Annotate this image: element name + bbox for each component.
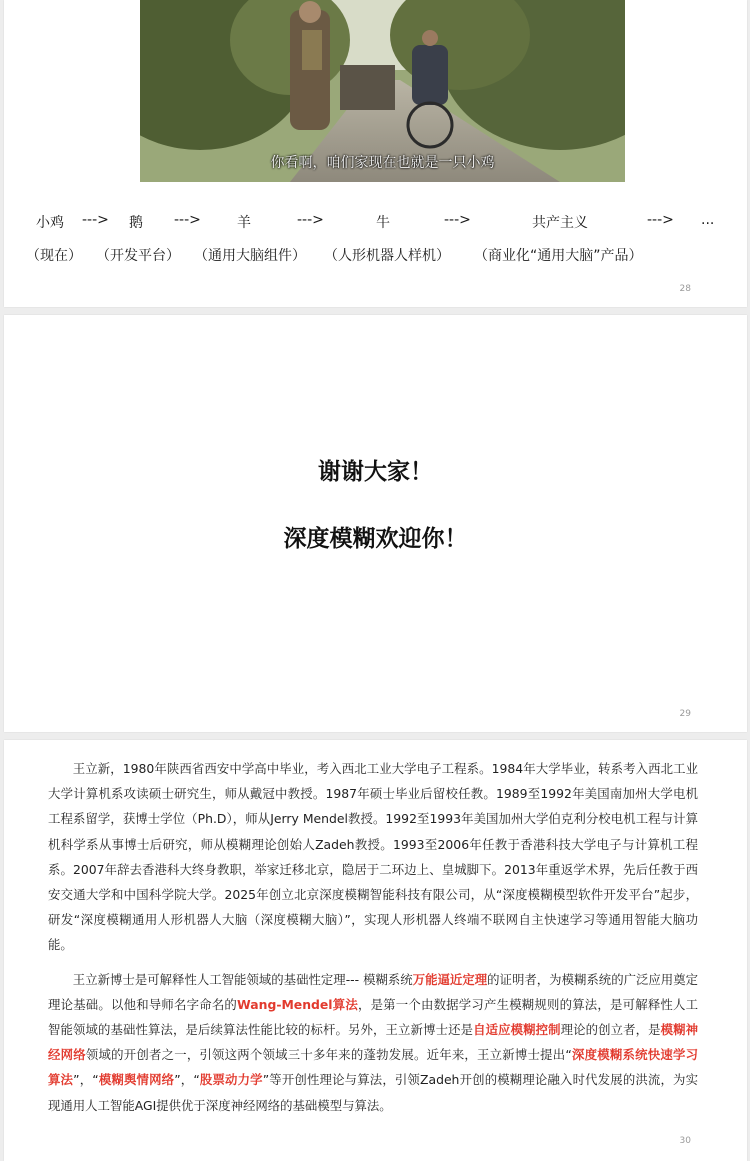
bio-text-run: 的证明者，为模糊系统的广泛应用奠定理论基础。以他和导师名字命名的 [48, 971, 699, 1012]
page-29 [4, 315, 747, 732]
roadmap-stages-row [4, 212, 747, 232]
stage-note: （商业化“通用大脑”产品） [474, 248, 643, 264]
bio-text-run: 理论的创立者，是 [560, 1022, 661, 1038]
arrow: ---> [174, 212, 201, 228]
stage-label: 牛 [376, 215, 390, 231]
page-30 [4, 740, 747, 1161]
movie-still-image [140, 0, 625, 182]
bio-text-run: ”，“ [174, 1072, 200, 1088]
bio-paragraph-1: 王立新，1980年陕西省西安中学高中毕业，考入西北工业大学电子工程系。1984年大学毕业，转系考入西北工业大学计算机系攻读硕士研究生，师从戴冠中教授。1987年硕士毕业后留校任教。1989至1992年美国南加州大学电机工程系留学，获博士学位（Ph.D），师从Jerry Mendel教授。1992至1993年美国加州大学伯克利分校电机工程与计算机科学系从事博士后研究，师从模糊理论创始人Zadeh教授。1993至2006年任教于香港科技大学电子与计算机工程系。2007年辞去香港科大终身教职，举家迁移北京，隐居于二环边上、皇城脚下。2013年重返学术界，先后任教于西安交通大学和中国科学院大学。2025年创立北京深度模糊智能科技有限公司，从“深度模糊模型软件开发平台”起步，研发“深度模糊通用人形机器人大脑（深度模糊大脑）”，实现人形机器人终端不联网自主快速学习等通用智能大脑功能。 [48, 761, 698, 953]
stage-note: （开发平台） [96, 248, 180, 264]
page-number: 29 [679, 709, 691, 719]
arrow: ---> [444, 212, 471, 228]
highlight-term: 模糊神经网络 [48, 1022, 699, 1063]
highlight-term: Wang-Mendel算法 [237, 996, 358, 1012]
bio-text-run: 王立新博士是可解释性人工智能领域的基础性定理--- 模糊系统 [72, 971, 413, 987]
stage-note: （通用大脑组件） [194, 248, 306, 264]
stage-note: （现在） [26, 248, 82, 264]
bio-text-run: 领域的开创者之一，引领这两个领域三十多年来的蓬勃发展。近年来，王立新博士提出“ [85, 1047, 572, 1063]
page-number: 30 [679, 1136, 691, 1146]
highlight-term: 万能逼近定理 [412, 971, 488, 987]
stage-label: 小鸡 [36, 215, 64, 231]
highlight-term: 模糊舆情网络 [98, 1072, 175, 1088]
page-28 [4, 0, 747, 307]
highlight-term: 深度模糊系统快速学习算法 [48, 1047, 699, 1088]
roadmap-notes-row [4, 245, 747, 265]
stage-label: 羊 [237, 215, 251, 231]
welcome-heading: 深度模糊欢迎你！ [283, 526, 468, 552]
thanks-heading: 谢谢大家！ [318, 459, 433, 485]
bio-text-run: ，是第一个由数据学习产生模糊规则的算法，是可解释性人工智能领域的基础性算法，是后续算法性能比较的标杆。另外，王立新博士还是 [48, 996, 699, 1038]
arrow: ---> [647, 212, 674, 228]
video-subtitle: 你看啊，咱们家现在也就是一只小鸡 [270, 155, 495, 171]
arrow: ---> [82, 212, 109, 228]
highlight-term: 股票动力学 [199, 1072, 263, 1088]
page-number: 28 [679, 284, 691, 294]
stage-label: 共产主义 [532, 215, 588, 231]
stage-label: ... [701, 212, 715, 228]
highlight-term: 自适应模糊控制 [473, 1022, 561, 1038]
arrow: ---> [297, 212, 324, 228]
biography-text [48, 756, 698, 1118]
bio-text-run: ”等开创性理论与算法，引领Zadeh开创的模糊理论融入时代发展的洪流，为实现通用人工智能AGI提供优于深度神经网络的基础模型与算法。 [48, 1072, 699, 1113]
bio-text-run: ”，“ [73, 1072, 99, 1088]
stage-note: （人形机器人样机） [324, 248, 450, 264]
stage-label: 鹅 [129, 215, 143, 231]
bio-paragraph-2 [48, 967, 698, 1118]
